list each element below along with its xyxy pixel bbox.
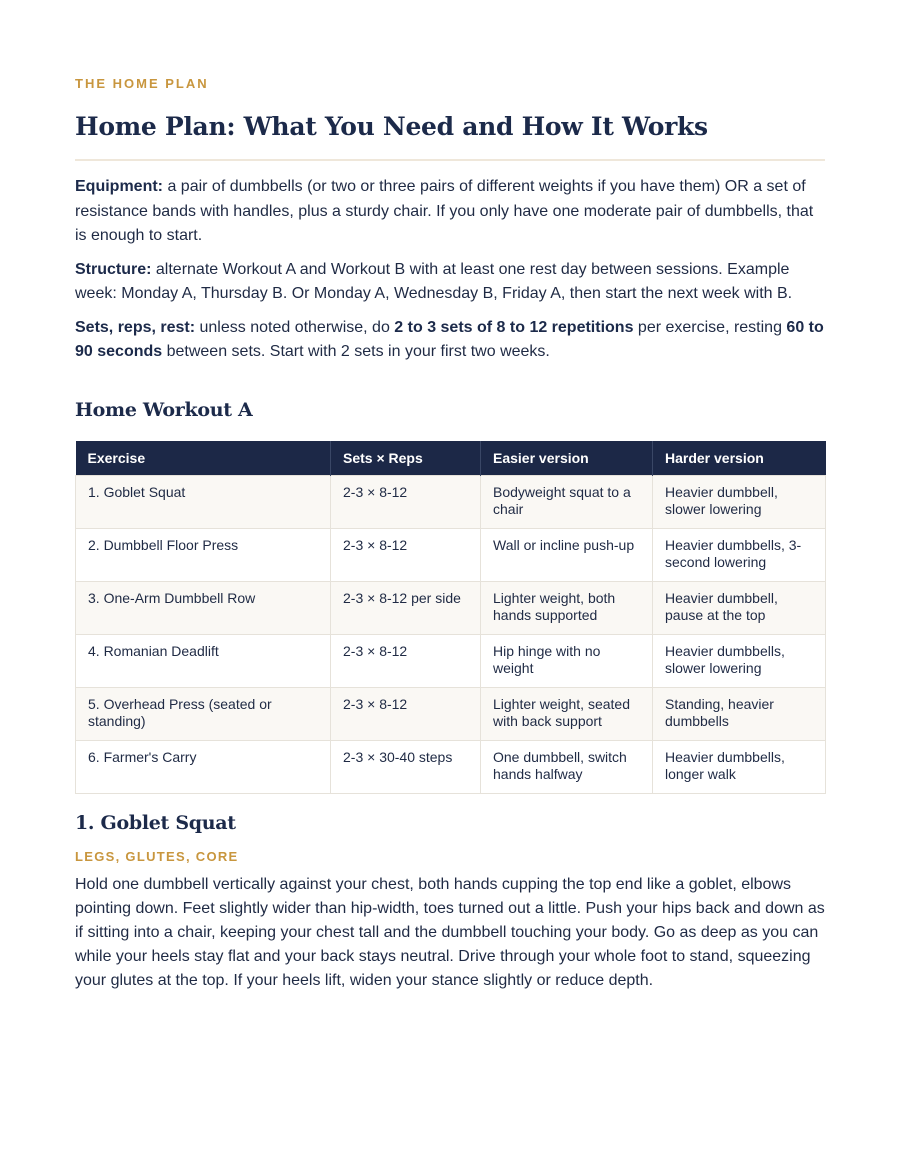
table-cell: Standing, heavier dumbbells — [653, 688, 826, 741]
table-cell: Heavier dumbbell, pause at the top — [653, 582, 826, 635]
table-cell: Lighter weight, seated with back support — [481, 688, 653, 741]
table-row — [76, 582, 826, 635]
table-cell: Hip hinge with no weight — [481, 635, 653, 688]
table-cell: 4. Romanian Deadlift — [76, 635, 331, 688]
table-cell: Wall or incline push-up — [481, 529, 653, 582]
table-cell: 2-3 × 8-12 per side — [331, 582, 481, 635]
rest-emphasis: 60 to 90 seconds — [75, 318, 824, 360]
title-divider — [75, 159, 825, 161]
table-row — [76, 741, 826, 794]
table-cell: 2-3 × 8-12 — [331, 635, 481, 688]
table-row — [76, 635, 826, 688]
intro-section — [75, 175, 825, 374]
table-cell: 6. Farmer's Carry — [76, 741, 331, 794]
structure-text: alternate Workout A and Workout B with at least one rest day between sessions. Example week: Monday A, Thursday B. Or Monday A, Wednesday B, Friday A, then start the next week with B. — [75, 260, 793, 302]
page-title: Home Plan: What You Need and How It Works — [75, 112, 708, 141]
structure-label: Structure: — [75, 260, 152, 278]
equipment-text: a pair of dumbbells (or two or three pairs of different weights if you have them) OR a set of resistance bands with handles, plus a sturdy chair. If you only have one moderate pair of dumbbells, that is enough to start. — [75, 178, 814, 244]
exercise-description: Hold one dumbbell vertically against your chest, both hands cupping the top end like a goblet, elbows pointing down. Feet slightly wider than hip-width, toes turned out a little. Push your hips back and down as if sitting into a chair, keeping your chest tall and the dumbbell touching your body. Go as deep as you can while your heels stay flat and your back stays neutral. Drive through your whole foot to stand, squeezing your glutes at the top. If your heels lift, widen your stance slightly or reduce depth. — [75, 876, 825, 989]
table-cell: 1. Goblet Squat — [76, 476, 331, 529]
table-cell: 2-3 × 8-12 — [331, 688, 481, 741]
equipment-paragraph — [75, 175, 825, 249]
table-cell: Heavier dumbbell, slower lowering — [653, 476, 826, 529]
table-cell: Bodyweight squat to a chair — [481, 476, 653, 529]
table-row — [76, 688, 826, 741]
workout-heading: Home Workout A — [75, 399, 253, 421]
table-cell: 2-3 × 30-40 steps — [331, 741, 481, 794]
sets-label: Sets, reps, rest: — [75, 318, 196, 336]
table-cell: 2-3 × 8-12 — [331, 476, 481, 529]
column-header: Easier version — [481, 441, 653, 476]
table-row — [76, 476, 826, 529]
section-eyebrow: THE HOME PLAN — [75, 76, 209, 91]
structure-paragraph — [75, 258, 825, 307]
table-cell: Heavier dumbbells, longer walk — [653, 741, 826, 794]
sets-text: per exercise, resting — [633, 318, 787, 336]
table-cell: 2-3 × 8-12 — [331, 529, 481, 582]
table-cell: 2. Dumbbell Floor Press — [76, 529, 331, 582]
exercise-heading: 1. Goblet Squat — [75, 812, 236, 834]
column-header: Harder version — [653, 441, 826, 476]
table-cell: Heavier dumbbells, slower lowering — [653, 635, 826, 688]
table-cell: 3. One-Arm Dumbbell Row — [76, 582, 331, 635]
column-header: Sets × Reps — [331, 441, 481, 476]
sets-text: between sets. Start with 2 sets in your first two weeks. — [162, 343, 550, 360]
table-cell: One dumbbell, switch hands halfway — [481, 741, 653, 794]
equipment-label: Equipment: — [75, 178, 163, 195]
column-header: Exercise — [76, 441, 331, 476]
table-header-row — [76, 441, 826, 476]
table-cell: Lighter weight, both hands supported — [481, 582, 653, 635]
table-cell: Heavier dumbbells, 3-second lowering — [653, 529, 826, 582]
sets-text: unless noted otherwise, do — [195, 318, 395, 336]
table-cell: 5. Overhead Press (seated or standing) — [76, 688, 331, 741]
muscle-groups-label: LEGS, GLUTES, CORE — [75, 849, 239, 864]
table-row — [76, 529, 826, 582]
sets-emphasis: 2 to 3 sets of 8 to 12 repetitions — [394, 318, 634, 336]
workout-table — [75, 441, 826, 794]
sets-paragraph — [75, 316, 825, 365]
